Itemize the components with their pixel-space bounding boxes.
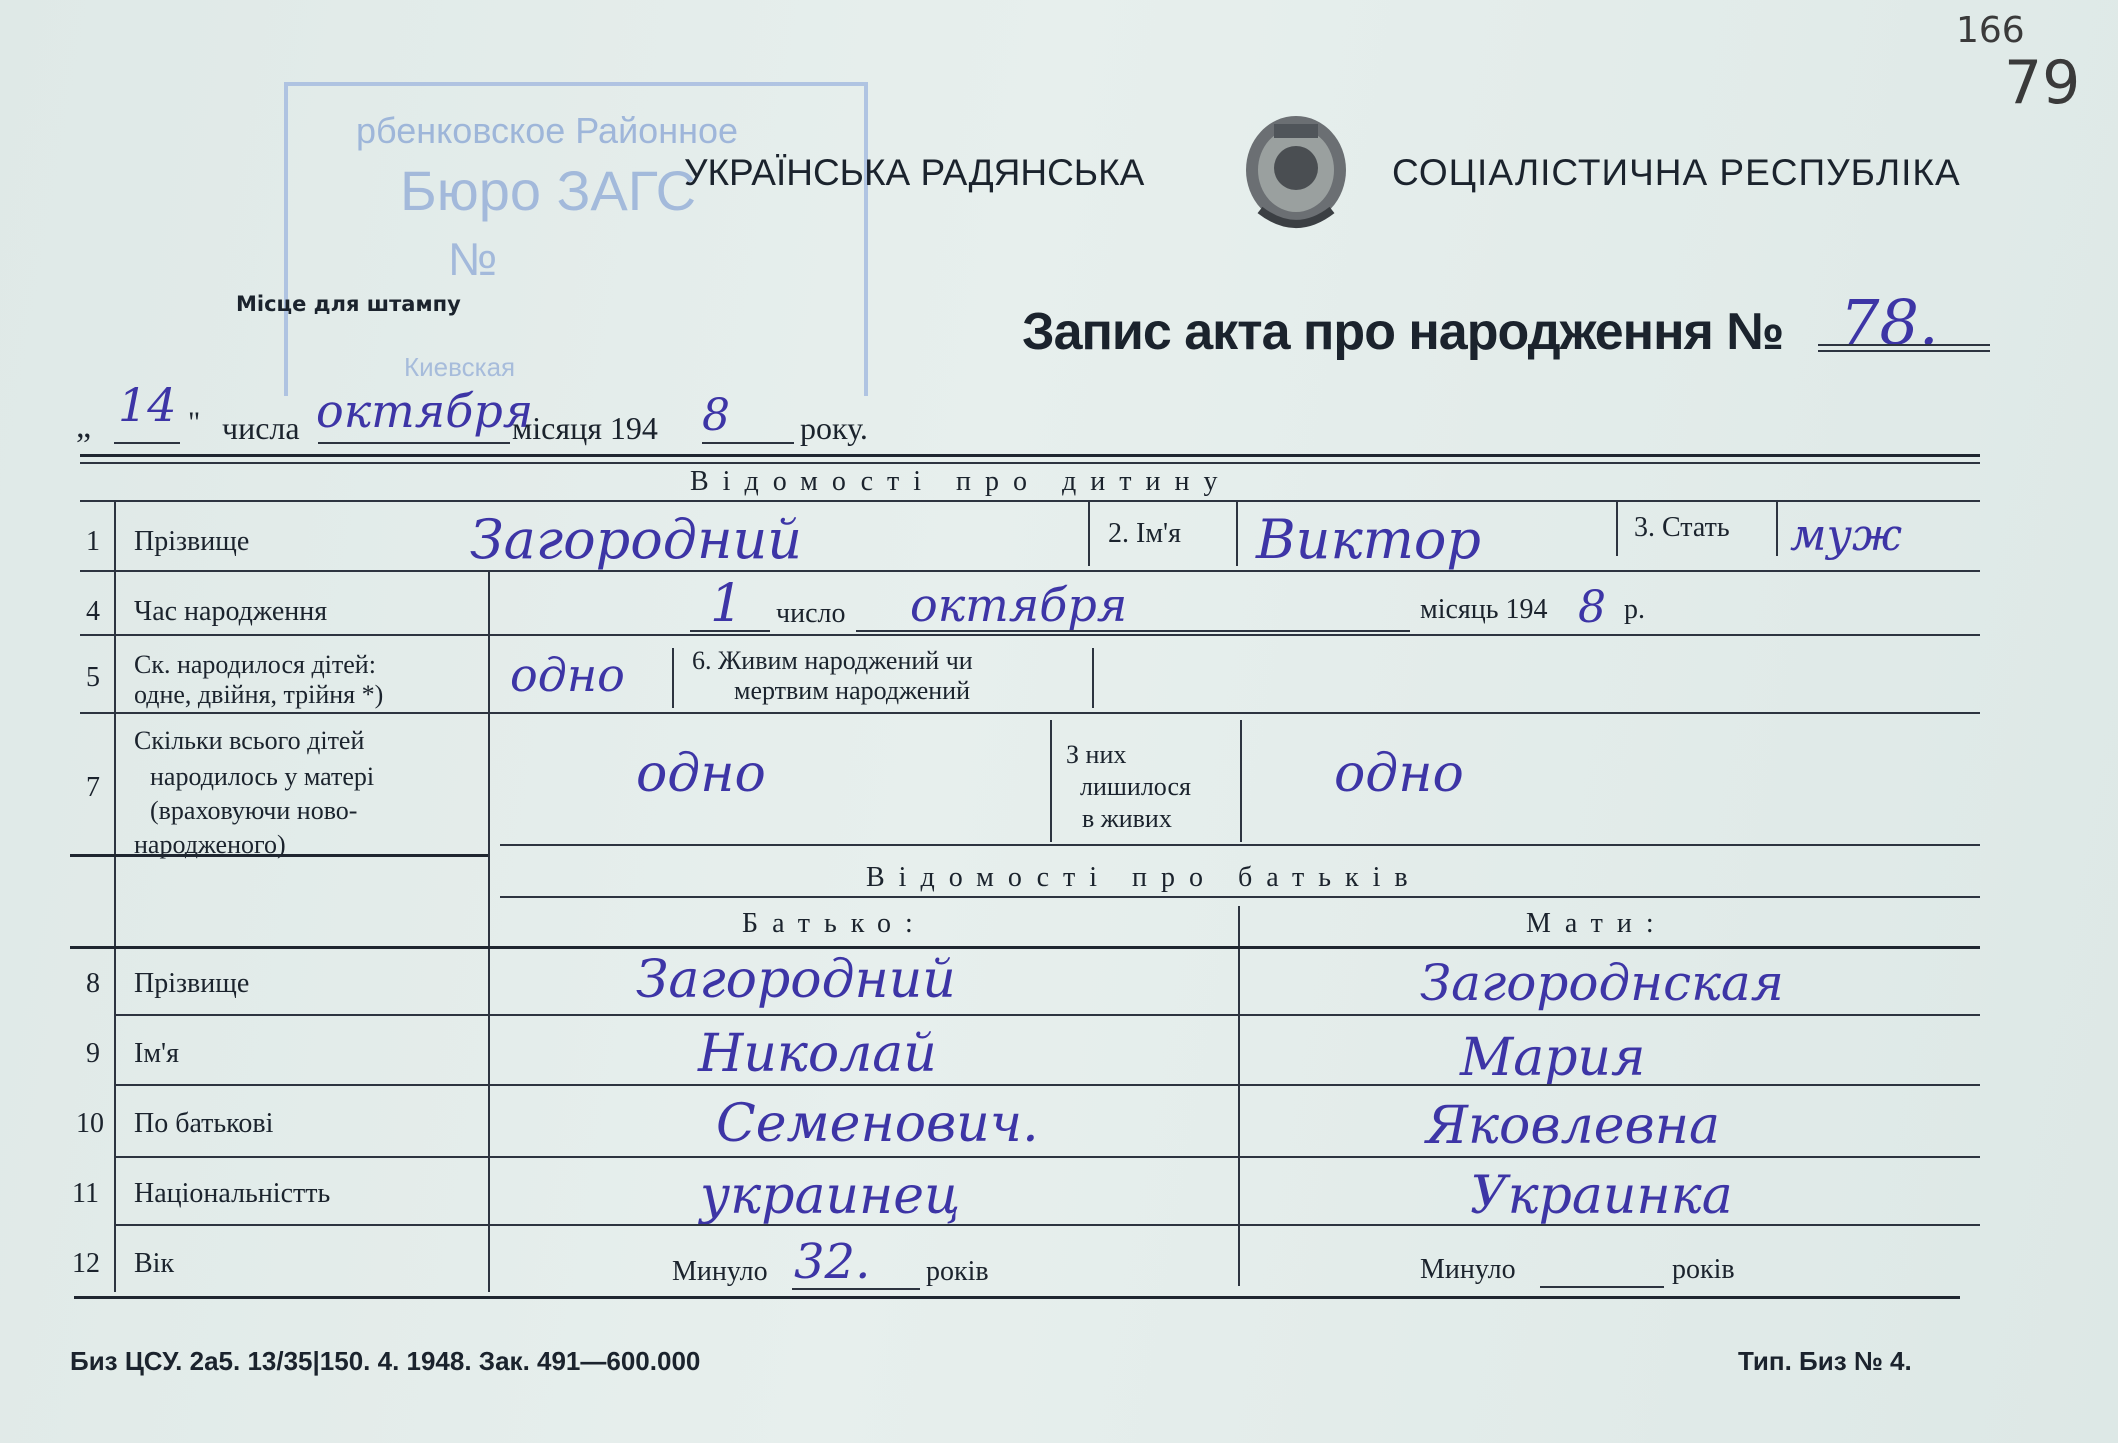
row-number: 12 [72, 1248, 100, 1279]
date-month-label: місяця 194 [512, 410, 658, 446]
header-left: УКРАЇНСЬКА РАДЯНСЬКА [684, 152, 1145, 193]
footer-print-info: Биз ЦСУ. 2а5. 13/35|150. 4. 1948. Зак. 491—600.000 [70, 1346, 701, 1376]
total-children-label-1: Скільки всього дітей [134, 726, 365, 755]
birth-year-suffix: р. [1624, 594, 1645, 625]
row-number: 7 [86, 772, 100, 803]
father-surname-value: Загородний [636, 950, 956, 1010]
row-number: 10 [76, 1108, 104, 1139]
total-children-label-2: народилось у матері [150, 762, 375, 791]
stamp-number-sign: № [448, 233, 498, 285]
nationality-label: Національністть [134, 1178, 331, 1209]
page-number-2: 79 [2004, 48, 2081, 118]
surname-label: Прізвище [134, 526, 250, 557]
mother-age-prefix: Минуло [1420, 1254, 1516, 1285]
father-age-suffix: років [926, 1256, 989, 1287]
mother-title: Мати: [1526, 908, 1668, 939]
stamp-place: Киевская [404, 352, 516, 382]
name-label: 2. Ім'я [1108, 518, 1181, 549]
row-number: 1 [86, 526, 100, 557]
births-count-value: одно [510, 648, 625, 702]
birth-time-label: Час народження [134, 596, 328, 627]
birth-month-label: місяць 194 [1420, 594, 1548, 625]
father-patronymic-value: Семенович. [716, 1094, 1039, 1154]
ussr-emblem-icon [1240, 110, 1352, 238]
row-number: 8 [86, 968, 100, 999]
birth-day-label: число [776, 598, 846, 629]
date-quote-open: „ [76, 408, 92, 445]
child-name-value: Виктор [1256, 508, 1481, 571]
total-children-label-4: народженого) [134, 830, 286, 859]
stamp-line-1: рбенковское Районное [356, 110, 739, 151]
stamp-place-label: Місце для штампу [236, 292, 461, 316]
row-number: 5 [86, 662, 100, 693]
total-children-label-3: (враховуючи ново- [150, 796, 358, 825]
live-birth-question-1: 6. Живим народжений чи [692, 646, 973, 675]
parents-section-title: Відомості про батьків [866, 862, 1422, 893]
surviving-value: одно [1334, 744, 1464, 804]
surviving-label-3: в живих [1082, 804, 1172, 833]
date-year-digit: 8 [702, 390, 730, 441]
date-year-label: року. [800, 410, 868, 446]
parent-surname-label: Прізвище [134, 968, 250, 999]
surviving-label-1: З них [1066, 740, 1127, 769]
birth-year-digit: 8 [1578, 582, 1606, 633]
date-day: 14 [118, 378, 177, 432]
header-right: СОЦІАЛІСТИЧНА РЕСПУБЛІКА [1392, 152, 1961, 193]
father-title: Батько: [742, 908, 927, 939]
row-number: 11 [72, 1178, 99, 1209]
record-title: Запис акта про народження № [1022, 303, 1784, 361]
child-section-title: Відомості про дитину [690, 466, 1232, 497]
age-label: Вік [134, 1248, 175, 1279]
total-children-value: одно [636, 744, 766, 804]
father-age-prefix: Минуло [672, 1256, 768, 1287]
birth-day-value: 1 [710, 574, 744, 634]
father-age-value: 32. [794, 1234, 871, 1290]
footer-print-type: Тип. Биз № 4. [1738, 1346, 1912, 1376]
sex-label: 3. Стать [1634, 512, 1730, 543]
mother-patronymic-value: Яковлевна [1426, 1096, 1721, 1156]
row-number: 4 [86, 596, 100, 627]
date-quote-close: " [188, 406, 201, 439]
father-nationality-value: украинец [700, 1166, 961, 1226]
births-count-label-1: Ск. народилося дітей: [134, 650, 376, 679]
page-number: 166 [1956, 10, 2025, 51]
child-sex-value: муж [1790, 510, 1903, 561]
date-day-label: числа [222, 410, 300, 446]
date-month: октября [316, 384, 534, 438]
live-birth-question-2: мертвим народжений [734, 676, 970, 705]
birth-month-value: октября [910, 578, 1128, 632]
stamp-line-2: Бюро ЗАГС [400, 159, 697, 222]
mother-surname-value: Загороднская [1420, 954, 1784, 1012]
surviving-label-2: лишилося [1080, 772, 1191, 801]
record-number: 78. [1840, 286, 1939, 359]
row-number: 9 [86, 1038, 100, 1069]
parent-name-label: Ім'я [134, 1038, 179, 1069]
child-surname-value: Загородний [470, 508, 803, 571]
mother-age-suffix: років [1672, 1254, 1735, 1285]
births-count-label-2: одне, двійня, трійня *) [134, 680, 384, 709]
mother-name-value: Мария [1460, 1028, 1646, 1088]
father-name-value: Николай [698, 1024, 937, 1084]
mother-nationality-value: Украинка [1470, 1166, 1733, 1226]
patronymic-label: По батькові [134, 1108, 274, 1139]
